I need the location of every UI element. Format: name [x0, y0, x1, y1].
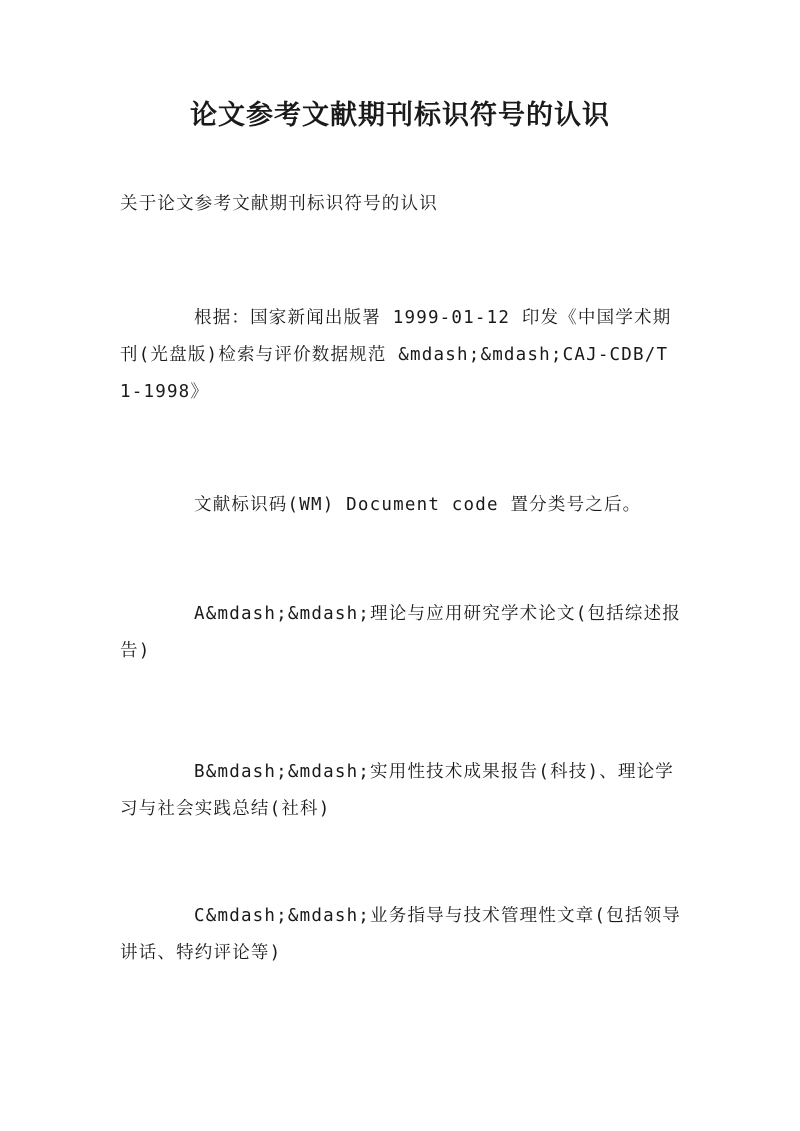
paragraph-document-code: 文献标识码(WM) Document code 置分类号之后。	[194, 495, 642, 515]
paragraph-basis: 根据：国家新闻出版署 1999-01-12 印发《中国学术期刊(光盘版)检索与评价数据规范 &mdash;&mdash;CAJ-CDB/T 1-1998》	[120, 308, 672, 402]
paragraph-code-b: B&mdash;&mdash;实用性技术成果报告(科技)、理论学习与社会实践总结(社科)	[120, 762, 675, 819]
paragraph-code-c: C&mdash;&mdash;业务指导与技术管理性文章(包括领导讲话、特约评论等)	[120, 906, 681, 963]
paragraph-subtitle: 关于论文参考文献期刊标识符号的认识	[120, 194, 438, 214]
document-title: 论文参考文献期刊标识符号的认识	[190, 100, 610, 131]
paragraph-code-a: A&mdash;&mdash;理论与应用研究学术论文(包括综述报告)	[120, 604, 681, 661]
